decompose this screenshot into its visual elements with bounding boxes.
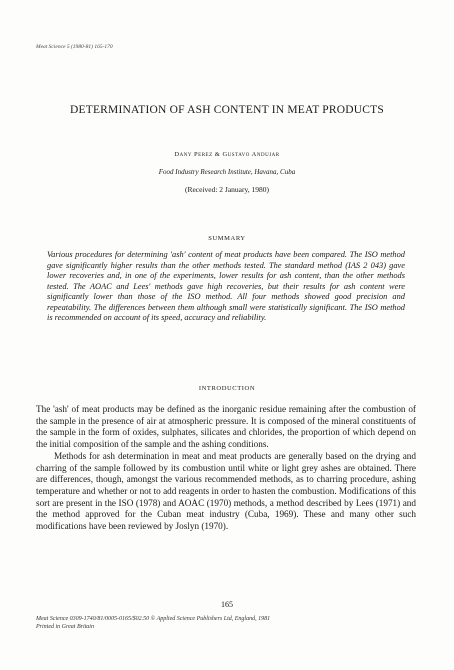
footer-copyright: Meat Science 0309-1740/81/0005-0165/$02.50 © Applied Science Publishers Ltd, England, 1981 [36, 616, 271, 622]
introduction-body [36, 404, 416, 533]
authors: Dany Perez & Gustavo Andujar [174, 151, 280, 158]
affiliation: Food Industry Research Institute, Havana, Cuba [158, 168, 296, 176]
summary-heading: SUMMARY [208, 235, 246, 242]
intro-paragraph-1: The 'ash' of meat products may be defined as the inorganic residue remaining after the combustion of the sample in the presence of air at atmospheric pressure. It is composed of the mineral constituents of the sample in the form of oxides, sulphates, silicates and chlorides, the proportion of which depend on the initial composition of the sample and the ashing conditions. [36, 404, 416, 450]
introduction-heading: INTRODUCTION [198, 385, 256, 392]
intro-paragraph-2: Methods for ash determination in meat and meat products are generally based on the drying and charring of the sample followed by its combustion until white or light grey ashes are obtained. There are differences, though, amongst the various recommended methods, as to charring procedure, ashing temperature and whether or not to add reagents in order to hasten the combustion. Modifications of this sort are present in the ISO (1978) and AOAC (1970) methods, a method described by Lees (1971) and the method approved for the Cuban meat industry (Cuba, 1969). These and many other such modifications have been reviewed by Joslyn (1970). [36, 450, 416, 532]
footer [36, 616, 436, 631]
footer-printed: Printed in Great Britain [36, 623, 94, 630]
summary-text: Various procedures for determining 'ash' content of meat products have been compared. The ISO method gave significantly higher results than the other methods tested. The standard method (IAS 2 043) gave lower recoveries and, in one of the experiments, lower results for ash content, than the other methods tested. The AOAC and Lees' methods gave high recoveries, but their results for ash content were significantly lower than those of the ISO method. All four methods showed good precision and repeatability. The differences between them although small were statistically significant. The ISO method is recommended on account of its speed, accuracy and reliability. [47, 250, 405, 322]
journal-reference: Meat Science 5 (1980-81) 165-170 [36, 44, 113, 50]
received-date: (Received: 2 January, 1980) [184, 185, 270, 194]
article-title: DETERMINATION OF ASH CONTENT IN MEAT PRODUCTS [70, 104, 384, 116]
page-number: 165 [221, 600, 233, 609]
